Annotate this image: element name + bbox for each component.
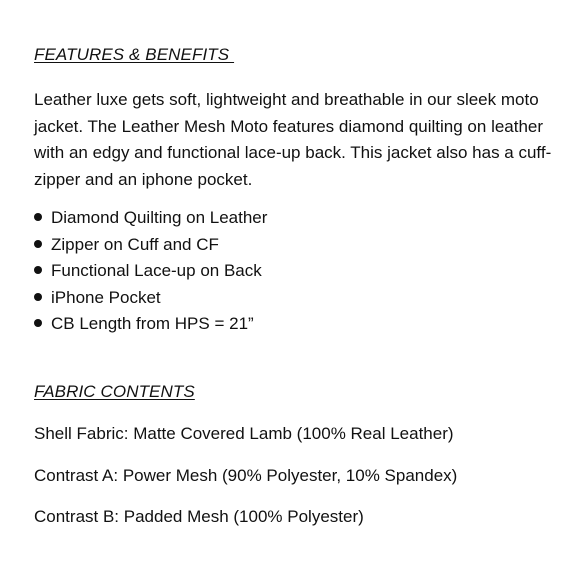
shell-fabric-line: Shell Fabric: Matte Covered Lamb (100% Real Leather) <box>34 424 454 443</box>
bullet-icon <box>34 293 42 301</box>
contrast-b-line: Contrast B: Padded Mesh (100% Polyester) <box>34 507 364 526</box>
bullet-text: iPhone Pocket <box>51 287 161 307</box>
list-item <box>34 234 267 261</box>
features-bullet-list <box>34 207 267 340</box>
bullet-text: CB Length from HPS = 21” <box>51 314 254 333</box>
bullet-icon <box>34 319 42 327</box>
list-item <box>34 207 267 234</box>
list-item <box>34 260 267 287</box>
list-item <box>34 287 267 314</box>
contrast-a-line: Contrast A: Power Mesh (90% Polyester, 10% Spandex) <box>34 466 458 485</box>
bullet-icon <box>34 240 42 248</box>
bullet-icon <box>34 213 42 221</box>
bullet-text: Zipper on Cuff and CF <box>51 234 219 254</box>
bullet-text: Functional Lace-up on Back <box>51 261 262 280</box>
features-benefits-heading: FEATURES & BENEFITS <box>34 45 235 64</box>
fabric-contents-heading: FABRIC CONTENTS <box>34 382 195 401</box>
list-item <box>34 313 267 340</box>
bullet-text: Diamond Quilting on Leather <box>51 208 268 227</box>
features-description: Leather luxe gets soft, lightweight and breathable in our sleek moto jacket. The Leather Mesh Moto features diamond quilting on leather with an edgy and functional lace-up back. This jacket also has a cuff-zipper and an iphone pocket. <box>34 90 552 189</box>
bullet-icon <box>34 266 42 274</box>
